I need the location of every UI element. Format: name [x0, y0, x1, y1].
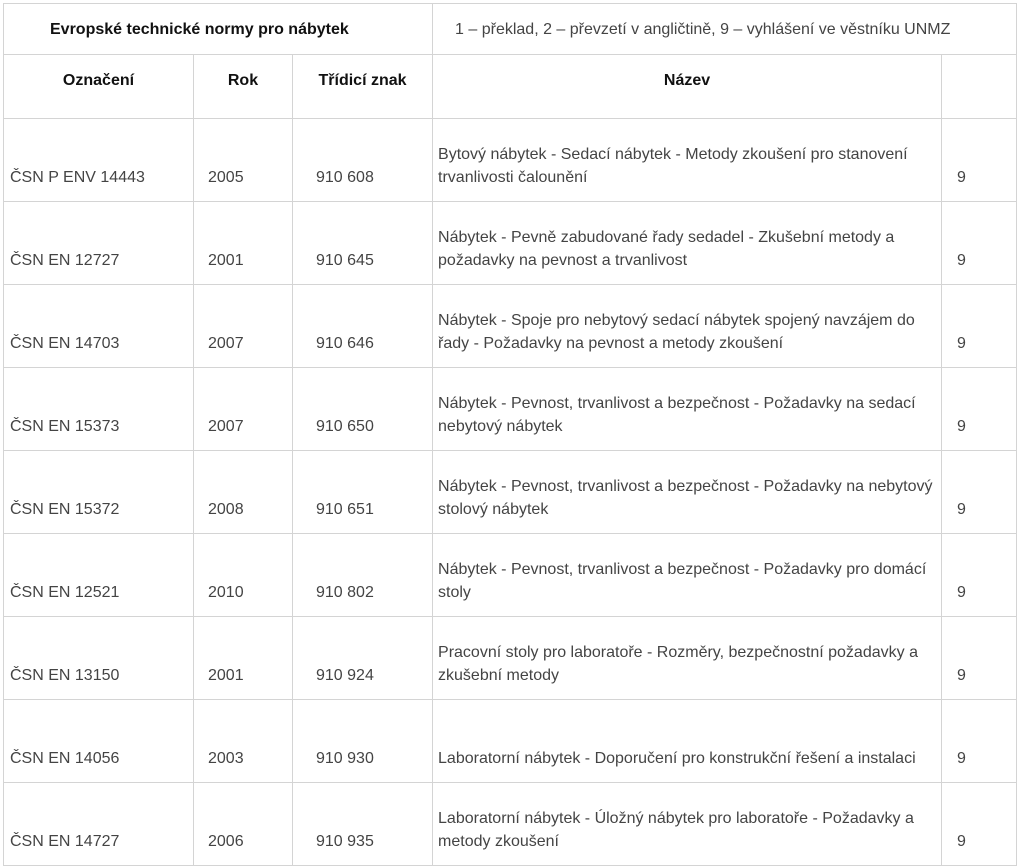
- table-row: [4, 368, 1017, 451]
- cell-oznaceni: ČSN EN 14056: [4, 700, 194, 783]
- cell-oznaceni: ČSN EN 13150: [4, 617, 194, 700]
- cell-rok: 2007: [194, 368, 293, 451]
- cell-tridici-znak: 910 802: [293, 534, 433, 617]
- table-row: [4, 534, 1017, 617]
- table-caption: Evropské technické normy pro nábytek: [4, 4, 433, 55]
- cell-version: 9: [942, 368, 1017, 451]
- cell-version: 9: [942, 617, 1017, 700]
- cell-tridici-znak: 910 935: [293, 783, 433, 866]
- cell-rok: 2001: [194, 202, 293, 285]
- cell-tridici-znak: 910 646: [293, 285, 433, 368]
- cell-nazev: Nábytek - Pevnost, trvanlivost a bezpečnost - Požadavky na sedací nebytový nábytek: [433, 368, 942, 451]
- table-legend: 1 – překlad, 2 – převzetí v angličtině, 9 – vyhlášení ve věstníku UNMZ: [433, 4, 1017, 55]
- cell-version: 9: [942, 700, 1017, 783]
- cell-rok: 2003: [194, 700, 293, 783]
- cell-nazev: Nábytek - Pevnost, trvanlivost a bezpečnost - Požadavky pro domácí stoly: [433, 534, 942, 617]
- cell-rok: 2008: [194, 451, 293, 534]
- cell-rok: 2001: [194, 617, 293, 700]
- cell-rok: 2006: [194, 783, 293, 866]
- header-version: [942, 55, 1017, 119]
- cell-nazev: Laboratorní nábytek - Úložný nábytek pro laboratoře - Požadavky a metody zkoušení: [433, 783, 942, 866]
- cell-nazev: Nábytek - Spoje pro nebytový sedací nábytek spojený navzájem do řady - Požadavky na pevnost a metody zkoušení: [433, 285, 942, 368]
- cell-version: 9: [942, 202, 1017, 285]
- cell-tridici-znak: 910 645: [293, 202, 433, 285]
- cell-nazev: Laboratorní nábytek - Doporučení pro konstrukční řešení a instalaci: [433, 700, 942, 783]
- table-body: [4, 119, 1017, 866]
- cell-oznaceni: ČSN EN 12521: [4, 534, 194, 617]
- cell-tridici-znak: 910 924: [293, 617, 433, 700]
- cell-tridici-znak: 910 651: [293, 451, 433, 534]
- cell-version: 9: [942, 451, 1017, 534]
- cell-nazev: Nábytek - Pevně zabudované řady sedadel - Zkušební metody a požadavky na pevnost a trvanlivost: [433, 202, 942, 285]
- header-row: [4, 55, 1017, 119]
- table-row: [4, 285, 1017, 368]
- table-row: [4, 451, 1017, 534]
- table-row: [4, 119, 1017, 202]
- table-row: [4, 700, 1017, 783]
- header-tridici-znak: Třídicí znak: [293, 55, 433, 119]
- table-row: [4, 617, 1017, 700]
- cell-rok: 2010: [194, 534, 293, 617]
- cell-tridici-znak: 910 930: [293, 700, 433, 783]
- table-row: [4, 202, 1017, 285]
- caption-row: [4, 4, 1017, 55]
- header-oznaceni: Označení: [4, 55, 194, 119]
- cell-oznaceni: ČSN EN 15373: [4, 368, 194, 451]
- cell-oznaceni: ČSN EN 12727: [4, 202, 194, 285]
- cell-rok: 2007: [194, 285, 293, 368]
- cell-tridici-znak: 910 608: [293, 119, 433, 202]
- cell-nazev: Bytový nábytek - Sedací nábytek - Metody zkoušení pro stanovení trvanlivosti čalounění: [433, 119, 942, 202]
- header-nazev: Název: [433, 55, 942, 119]
- cell-nazev: Pracovní stoly pro laboratoře - Rozměry, bezpečnostní požadavky a zkušební metody: [433, 617, 942, 700]
- cell-tridici-znak: 910 650: [293, 368, 433, 451]
- header-rok: Rok: [194, 55, 293, 119]
- cell-oznaceni: ČSN EN 15372: [4, 451, 194, 534]
- cell-version: 9: [942, 534, 1017, 617]
- cell-version: 9: [942, 285, 1017, 368]
- cell-version: 9: [942, 783, 1017, 866]
- cell-version: 9: [942, 119, 1017, 202]
- cell-oznaceni: ČSN EN 14703: [4, 285, 194, 368]
- cell-nazev: Nábytek - Pevnost, trvanlivost a bezpečnost - Požadavky na nebytový stolový nábytek: [433, 451, 942, 534]
- table-row: [4, 783, 1017, 866]
- cell-oznaceni: ČSN EN 14727: [4, 783, 194, 866]
- cell-oznaceni: ČSN P ENV 14443: [4, 119, 194, 202]
- cell-rok: 2005: [194, 119, 293, 202]
- standards-table: [3, 3, 1017, 866]
